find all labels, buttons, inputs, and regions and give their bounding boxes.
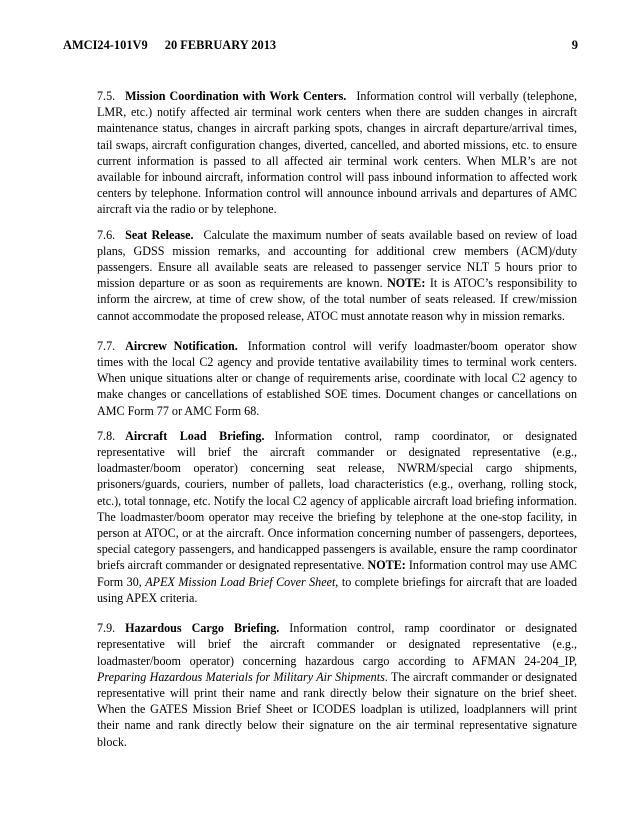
paragraph-7-9 bbox=[97, 620, 577, 750]
section-title: Mission Coordination with Work Centers. bbox=[125, 89, 347, 103]
section-number: 7.9. bbox=[97, 621, 116, 636]
note-label: NOTE: bbox=[387, 276, 426, 291]
paragraph-7-6 bbox=[97, 227, 577, 324]
section-text: Information control, ramp coordinator or designated representative will brief the aircraft commander or designated representative (e.g., loadmaster/boom operator) concerning hazardous cargo according to AFMAN 24-204_IP, bbox=[97, 621, 578, 668]
page-header bbox=[63, 38, 578, 52]
section-title: Hazardous Cargo Briefing. bbox=[125, 621, 280, 636]
section-text: Calculate the maximum number of seats available based on review of load plans, GDSS mission remarks, and accounting for additional crew members (ACM)/duty passengers. Ensure all available seats are released to passenger service NLT 5 hours prior to mission departure or as soon as requirements are known. bbox=[97, 227, 578, 291]
form-title: APEX Mission Load Brief Cover Sheet, bbox=[145, 574, 339, 589]
section-text: to complete briefings for aircraft that are loaded using APEX criteria. bbox=[97, 574, 578, 605]
paragraph-7-8 bbox=[97, 428, 577, 606]
section-title: Aircraft Load Briefing. bbox=[125, 428, 265, 443]
doc-date: 20 FEBRUARY 2013 bbox=[164, 38, 277, 52]
document-body bbox=[97, 88, 577, 759]
section-number: 7.8. bbox=[97, 428, 116, 443]
section-number: 7.7. bbox=[97, 338, 116, 353]
paragraph-7-5 bbox=[97, 88, 577, 218]
note-label: NOTE: bbox=[367, 558, 406, 573]
section-text: It is ATOC’s responsibility to inform the aircrew, at time of crew show, of the total number of seats released. If crew/mission cannot accommodate the proposed release, ATOC must annotate reason why in mission remarks. bbox=[97, 276, 578, 323]
section-text: Information control, ramp coordinator, or designated representative will brief the aircraft commander or designated representative (e.g., loadmaster/boom operator) concerning seat release, NWRM/special cargo shipments, prisoners/guards, couriers, number of pallets, load characteristics (e.g., overhang, rolling stock, etc.), total tonnage, etc. Notify the local C2 agency of applicable aircraft load briefing information. The loadmaster/boom operator may receive the briefing by telephone at the one-stop facility, in person at ATOC, or at the aircraft. Once information concerning number of passengers, deportees, special category passengers, and handicapped passengers is available, ensure the ramp coordinator briefs aircraft commander or designated representative. bbox=[97, 428, 578, 573]
section-text: Information control may use AMC Form 30, bbox=[97, 558, 577, 589]
page-number: 9 bbox=[571, 38, 578, 52]
section-title: Aircrew Notification. bbox=[125, 338, 238, 353]
header-left bbox=[63, 38, 276, 52]
publication-title: Preparing Hazardous Materials for Military Air Shipments bbox=[97, 669, 385, 684]
paragraph-7-7 bbox=[97, 338, 577, 419]
doc-id: AMCI24-101V9 bbox=[63, 38, 148, 52]
section-number: 7.6. bbox=[97, 227, 116, 242]
section-number: 7.5. bbox=[97, 89, 116, 103]
section-text: . The aircraft commander or designated representative will print their name and rank directly below their signature on the brief sheet. When the GATES Mission Brief Sheet or ICODES loadplan is utilized, loadplanners will print their name and rank directly below their signature on the air terminal representative signature block. bbox=[97, 669, 577, 749]
section-title: Seat Release. bbox=[125, 227, 194, 242]
section-text: Information control will verbally (telephone, LMR, etc.) notify affected air terminal work centers when there are sudden changes in aircraft maintenance status, changes in aircraft parking spots, changes in aircraft departure/arrival times, tail swaps, aircraft configuration changes, diverted, cancelled, and aborted missions, etc. to ensure current information is passed to all affected air terminal work centers. When MLR’s are not available for inbound aircraft, information control will pass inbound information to affected work centers by telephone. Information control will announce inbound arrivals and departures of AMC aircraft via the radio or by telephone. bbox=[97, 89, 577, 217]
section-text: Information control will verify loadmaster/boom operator show times with the local C2 agency and provide tentative availability times to terminal work centers. When unique situations alter or change of requirements arise, coordinate with local C2 agency to make changes or cancellations of established SOE times. Document changes or cancellations on AMC Form 77 or AMC Form 68. bbox=[97, 338, 577, 418]
